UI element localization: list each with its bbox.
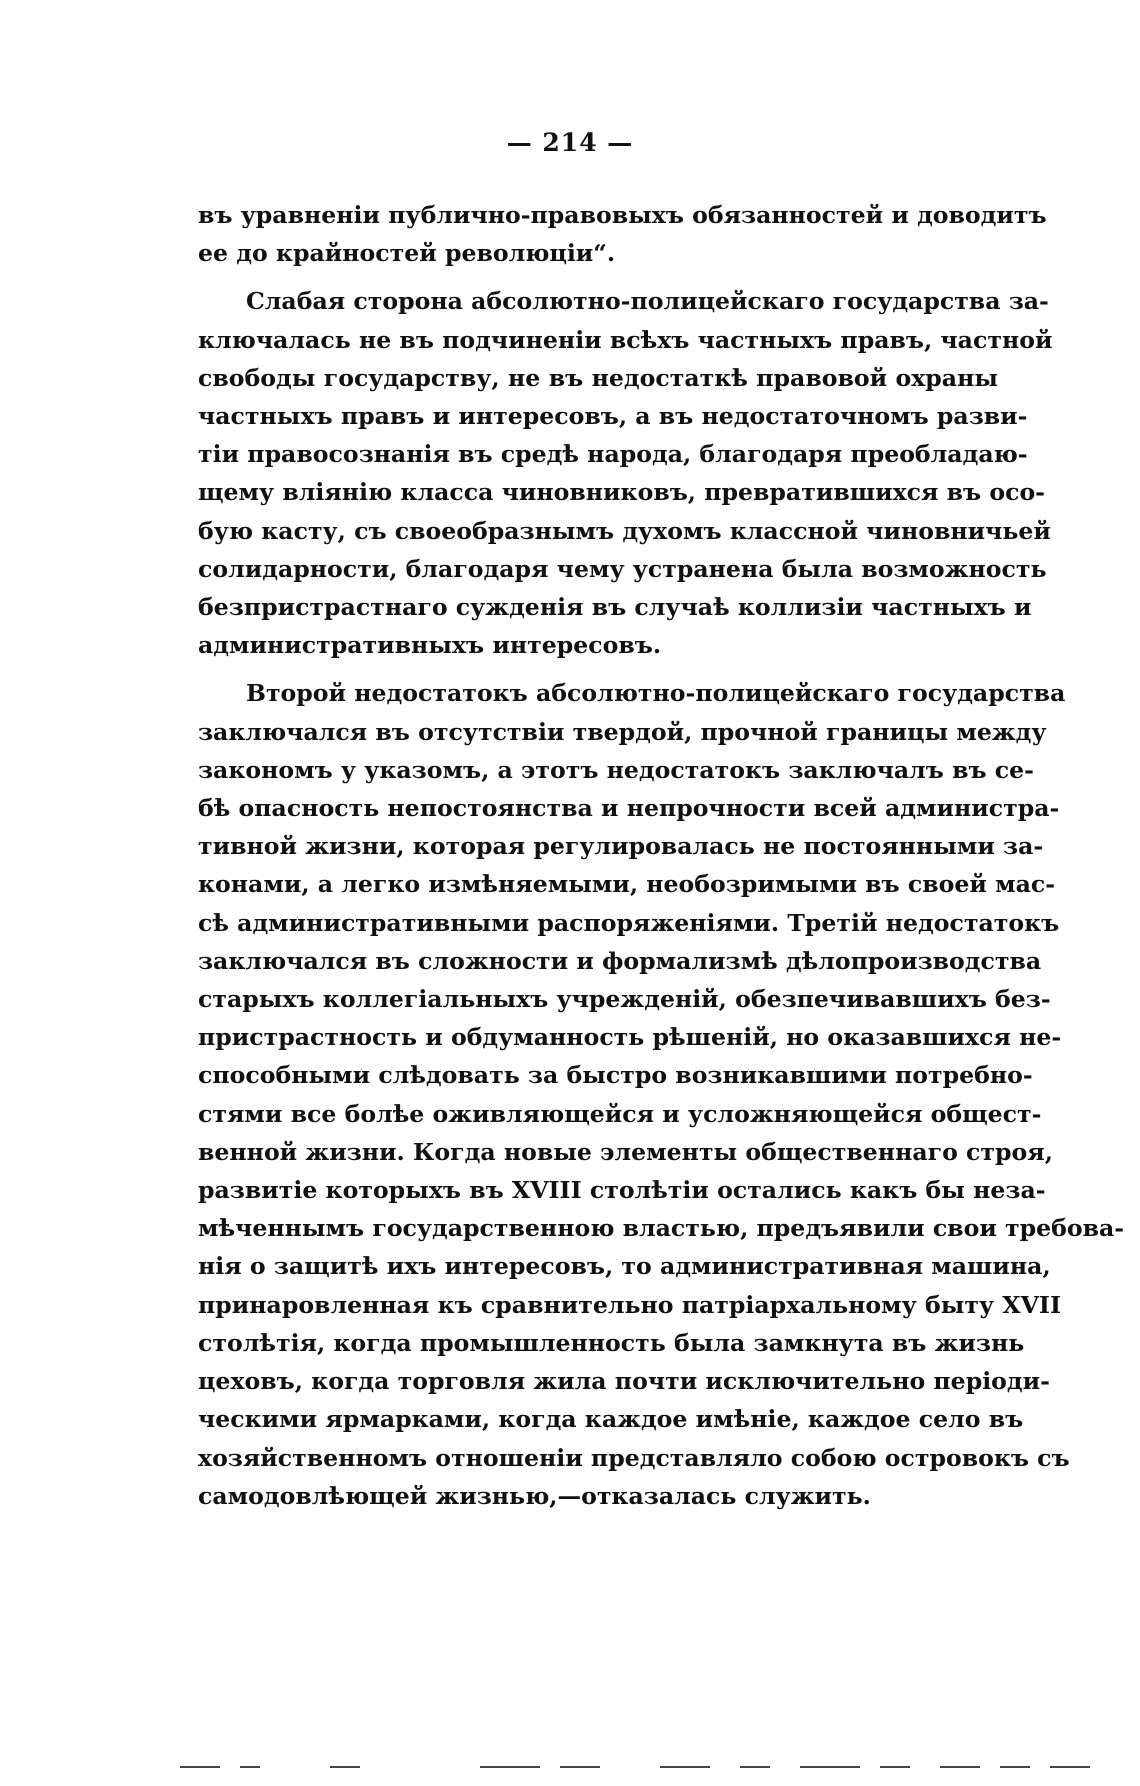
text-line: тивной жизни, которая регулировалась не постоянными за- xyxy=(198,832,1044,861)
scan-artifacts xyxy=(180,1766,1100,1778)
text-line: свободы государству, не въ недостаткѣ правовой охраны xyxy=(198,363,998,392)
text-line: въ уравненіи публично-правовыхъ обязанностей и доводитъ xyxy=(198,201,1047,229)
text-line: хозяйственномъ отношеніи представляло собою островокъ съ xyxy=(198,1443,1070,1472)
text-line: солидарности, благодаря чему устранена была возможность xyxy=(198,554,1047,583)
text-line: безпристрастнаго сужденія въ случаѣ коллизіи частныхъ и xyxy=(198,593,1032,622)
text-line: цеховъ, когда торговля жила почти исключительно періоди- xyxy=(198,1367,1050,1396)
text-line: Слабая сторона абсолютно-полицейскаго государства за- xyxy=(246,287,1049,316)
text-line: административныхъ интересовъ. xyxy=(198,631,662,660)
page-number: — 214 — xyxy=(506,128,634,157)
text-line: столѣтія, когда промышленность была замкнута въ жизнь xyxy=(198,1328,1025,1357)
text-line: частныхъ правъ и интересовъ, а въ недостаточномъ разви- xyxy=(198,402,1028,431)
paragraph-3 xyxy=(198,674,1125,1514)
text-line: конами, а легко измѣняемыми, необозримыми въ своей мас- xyxy=(198,870,1056,899)
text-line: ключалась не въ подчиненіи всѣхъ частныхъ правъ, частной xyxy=(198,325,1053,354)
text-line: пристрастность и обдуманность рѣшеній, но оказавшихся не- xyxy=(198,1023,1062,1052)
paragraph-2 xyxy=(198,282,1053,664)
text-line: Второй недостатокъ абсолютно-полицейскаго государства xyxy=(246,679,1066,708)
text-line: стями все болѣе оживляющейся и усложняющейся общест- xyxy=(198,1099,1042,1128)
text-line: мѣченнымъ государственною властью, предъявили свои требова- xyxy=(198,1214,1125,1243)
text-line: ее до крайностей революціи“. xyxy=(198,239,616,268)
text-line: самодовлѣющей жизнью,—отказалась служить. xyxy=(198,1481,871,1510)
text-line: венной жизни. Когда новые элементы общественнаго строя, xyxy=(198,1137,1053,1166)
text-line: ческими ярмарками, когда каждое имѣніе, каждое село въ xyxy=(198,1405,1024,1434)
text-line: закономъ у указомъ, а этотъ недостатокъ заключалъ въ се- xyxy=(198,755,1034,784)
body-text xyxy=(198,196,1125,1515)
text-line: заключался въ отсутствіи твердой, прочной границы между xyxy=(198,717,1047,746)
text-line: сѣ административными распоряженіями. Третій недостатокъ xyxy=(198,908,1060,937)
paragraph-1 xyxy=(198,196,1047,272)
text-line: способными слѣдовать за быстро возникавшими потребно- xyxy=(198,1061,1033,1090)
text-line: тіи правосознанія въ средѣ народа, благодаря преобладаю- xyxy=(198,440,1028,469)
text-line: щему вліянію класса чиновниковъ, превратившихся въ осо- xyxy=(198,478,1045,507)
text-line: принаровленная къ сравнительно патріархальному быту XVII xyxy=(198,1290,1061,1319)
text-line: бѣ опасность непостоянства и непрочности всей администра- xyxy=(198,794,1060,823)
text-line: бую касту, съ своеобразнымъ духомъ классной чиновничьей xyxy=(198,516,1051,545)
text-line: нія о защитѣ ихъ интересовъ, то административная машина, xyxy=(198,1252,1051,1281)
text-line: старыхъ коллегіальныхъ учрежденій, обезпечивавшихъ без- xyxy=(198,985,1051,1014)
text-line: заключался въ сложности и формализмѣ дѣлопроизводства xyxy=(198,946,1042,975)
text-line: развитіе которыхъ въ XVIII столѣтіи остались какъ бы неза- xyxy=(198,1176,1046,1205)
